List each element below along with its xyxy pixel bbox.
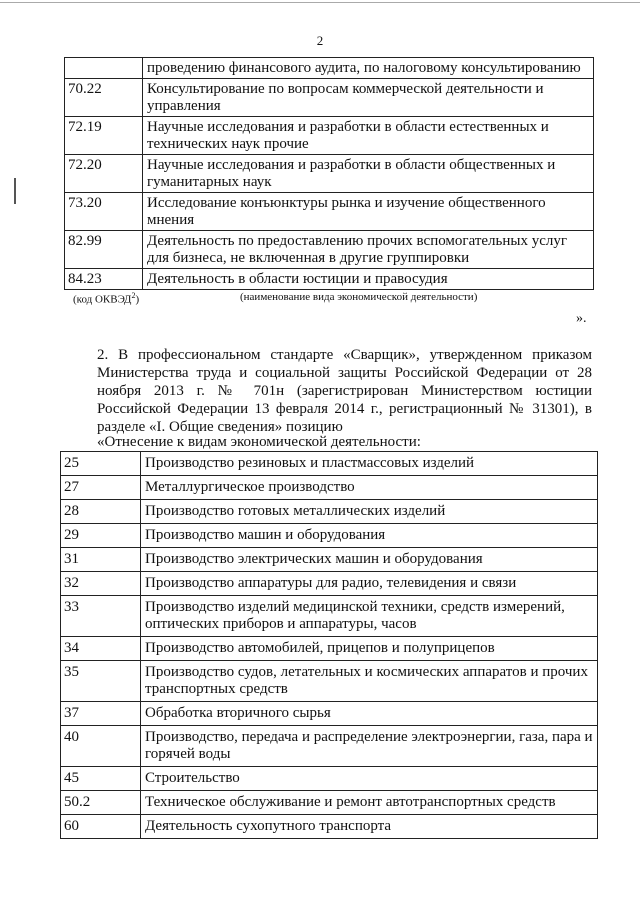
- table-row: [61, 726, 598, 767]
- table-row: [61, 572, 598, 596]
- okved-code-cell: 32: [61, 572, 141, 596]
- okved-code-cell: 28: [61, 500, 141, 524]
- activity-name-cell: Производство готовых металлических изделий: [141, 500, 598, 524]
- table-intro-line: «Отнесение к видам экономической деятельности:: [97, 434, 421, 450]
- footnote-marker: 2: [131, 291, 136, 300]
- activity-name-cell: Производство аппаратуры для радио, телевидения и связи: [141, 572, 598, 596]
- okved-code-cell: 50.2: [61, 791, 141, 815]
- okved-code-cell: [65, 58, 143, 79]
- table-row: [61, 500, 598, 524]
- activity-name-cell: Деятельность в области юстиции и правосудия: [143, 269, 594, 290]
- amendment-paragraph-text: 2. В профессиональном стандарте «Сварщик», утвержденном приказом Министерства труда и социальной защиты Российской Федерации от 28 ноября 2013 г. № 701н (зарегистрирован Министерством юстиции Российской Федерации 13 февраля 2014 г., регистрационный № 31301), в разделе «I. Общие сведения» позицию: [97, 347, 592, 435]
- table-row: [61, 702, 598, 726]
- table-row: [65, 79, 594, 117]
- okved-code-cell: 60: [61, 815, 141, 839]
- table-row: [65, 231, 594, 269]
- okved-code-cell: 27: [61, 476, 141, 500]
- activity-name-cell: Металлургическое производство: [141, 476, 598, 500]
- activity-name-cell: Научные исследования и разработки в области естественных и технических наук прочие: [143, 117, 594, 155]
- table-row: [61, 596, 598, 637]
- activity-name-cell: Техническое обслуживание и ремонт автотранспортных средств: [141, 791, 598, 815]
- okved-code-cell: 34: [61, 637, 141, 661]
- table-row: [61, 476, 598, 500]
- okved-code-cell: 31: [61, 548, 141, 572]
- table-row: [61, 452, 598, 476]
- activity-name-cell: Производство изделий медицинской техники, средств измерений, оптических приборов и аппаратуры, часов: [141, 596, 598, 637]
- table-row: [61, 767, 598, 791]
- okved-code-cell: 45: [61, 767, 141, 791]
- table-row: [65, 58, 594, 79]
- okved-code-cell: 73.20: [65, 193, 143, 231]
- okved-table-continuation: [64, 57, 594, 290]
- activity-name-cell: Производство машин и оборудования: [141, 524, 598, 548]
- activity-name-cell: Производство резиновых и пластмассовых изделий: [141, 452, 598, 476]
- amendment-paragraph: [97, 346, 592, 436]
- top-border-line: [0, 2, 640, 3]
- page-number: 2: [316, 33, 324, 48]
- okved-code-cell: 72.20: [65, 155, 143, 193]
- okved-code-cell: 40: [61, 726, 141, 767]
- activity-name-cell: Консультирование по вопросам коммерческой деятельности и управления: [143, 79, 594, 117]
- okved-code-cell: 82.99: [65, 231, 143, 269]
- okved-code-cell: 84.23: [65, 269, 143, 290]
- activity-name-cell: Производство автомобилей, прицепов и полуприцепов: [141, 637, 598, 661]
- okved-code-cell: 35: [61, 661, 141, 702]
- table-row: [61, 815, 598, 839]
- activity-name-cell: Производство судов, летательных и космических аппаратов и прочих транспортных средств: [141, 661, 598, 702]
- table-row: [65, 193, 594, 231]
- activity-name-cell: Строительство: [141, 767, 598, 791]
- okved-code-cell: 70.22: [65, 79, 143, 117]
- okved-code-cell: 33: [61, 596, 141, 637]
- closing-quote: ».: [576, 311, 587, 326]
- activity-name-cell: Исследование конъюнктуры рынка и изучение общественного мнения: [143, 193, 594, 231]
- okved-code-cell: 37: [61, 702, 141, 726]
- activity-name-caption: (наименование вида экономической деятельности): [240, 291, 478, 303]
- table-row: [61, 548, 598, 572]
- okved-code-cell: 29: [61, 524, 141, 548]
- activity-name-cell: Обработка вторичного сырья: [141, 702, 598, 726]
- activity-name-cell: Научные исследования и разработки в области общественных и гуманитарных наук: [143, 155, 594, 193]
- table-row: [65, 269, 594, 290]
- table-row: [65, 155, 594, 193]
- table-row: [61, 524, 598, 548]
- activity-name-cell: Деятельность сухопутного транспорта: [141, 815, 598, 839]
- scan-margin-mark: [14, 178, 16, 204]
- table-row: [65, 117, 594, 155]
- okved-code-caption-close: ): [135, 293, 140, 306]
- table-row: [61, 661, 598, 702]
- activity-name-cell: Производство, передача и распределение электроэнергии, газа, пара и горячей воды: [141, 726, 598, 767]
- table-row: [61, 791, 598, 815]
- okved-code-caption: [73, 291, 139, 306]
- activity-name-cell: проведению финансового аудита, по налоговому консультированию: [143, 58, 594, 79]
- table-row: [61, 637, 598, 661]
- okved-code-cell: 72.19: [65, 117, 143, 155]
- okved-code-cell: 25: [61, 452, 141, 476]
- okved-code-caption-text: (код ОКВЭД: [73, 293, 132, 306]
- activity-types-table: [60, 451, 598, 839]
- activity-name-cell: Производство электрических машин и оборудования: [141, 548, 598, 572]
- activity-name-cell: Деятельность по предоставлению прочих вспомогательных услуг для бизнеса, не включенная в другие группировки: [143, 231, 594, 269]
